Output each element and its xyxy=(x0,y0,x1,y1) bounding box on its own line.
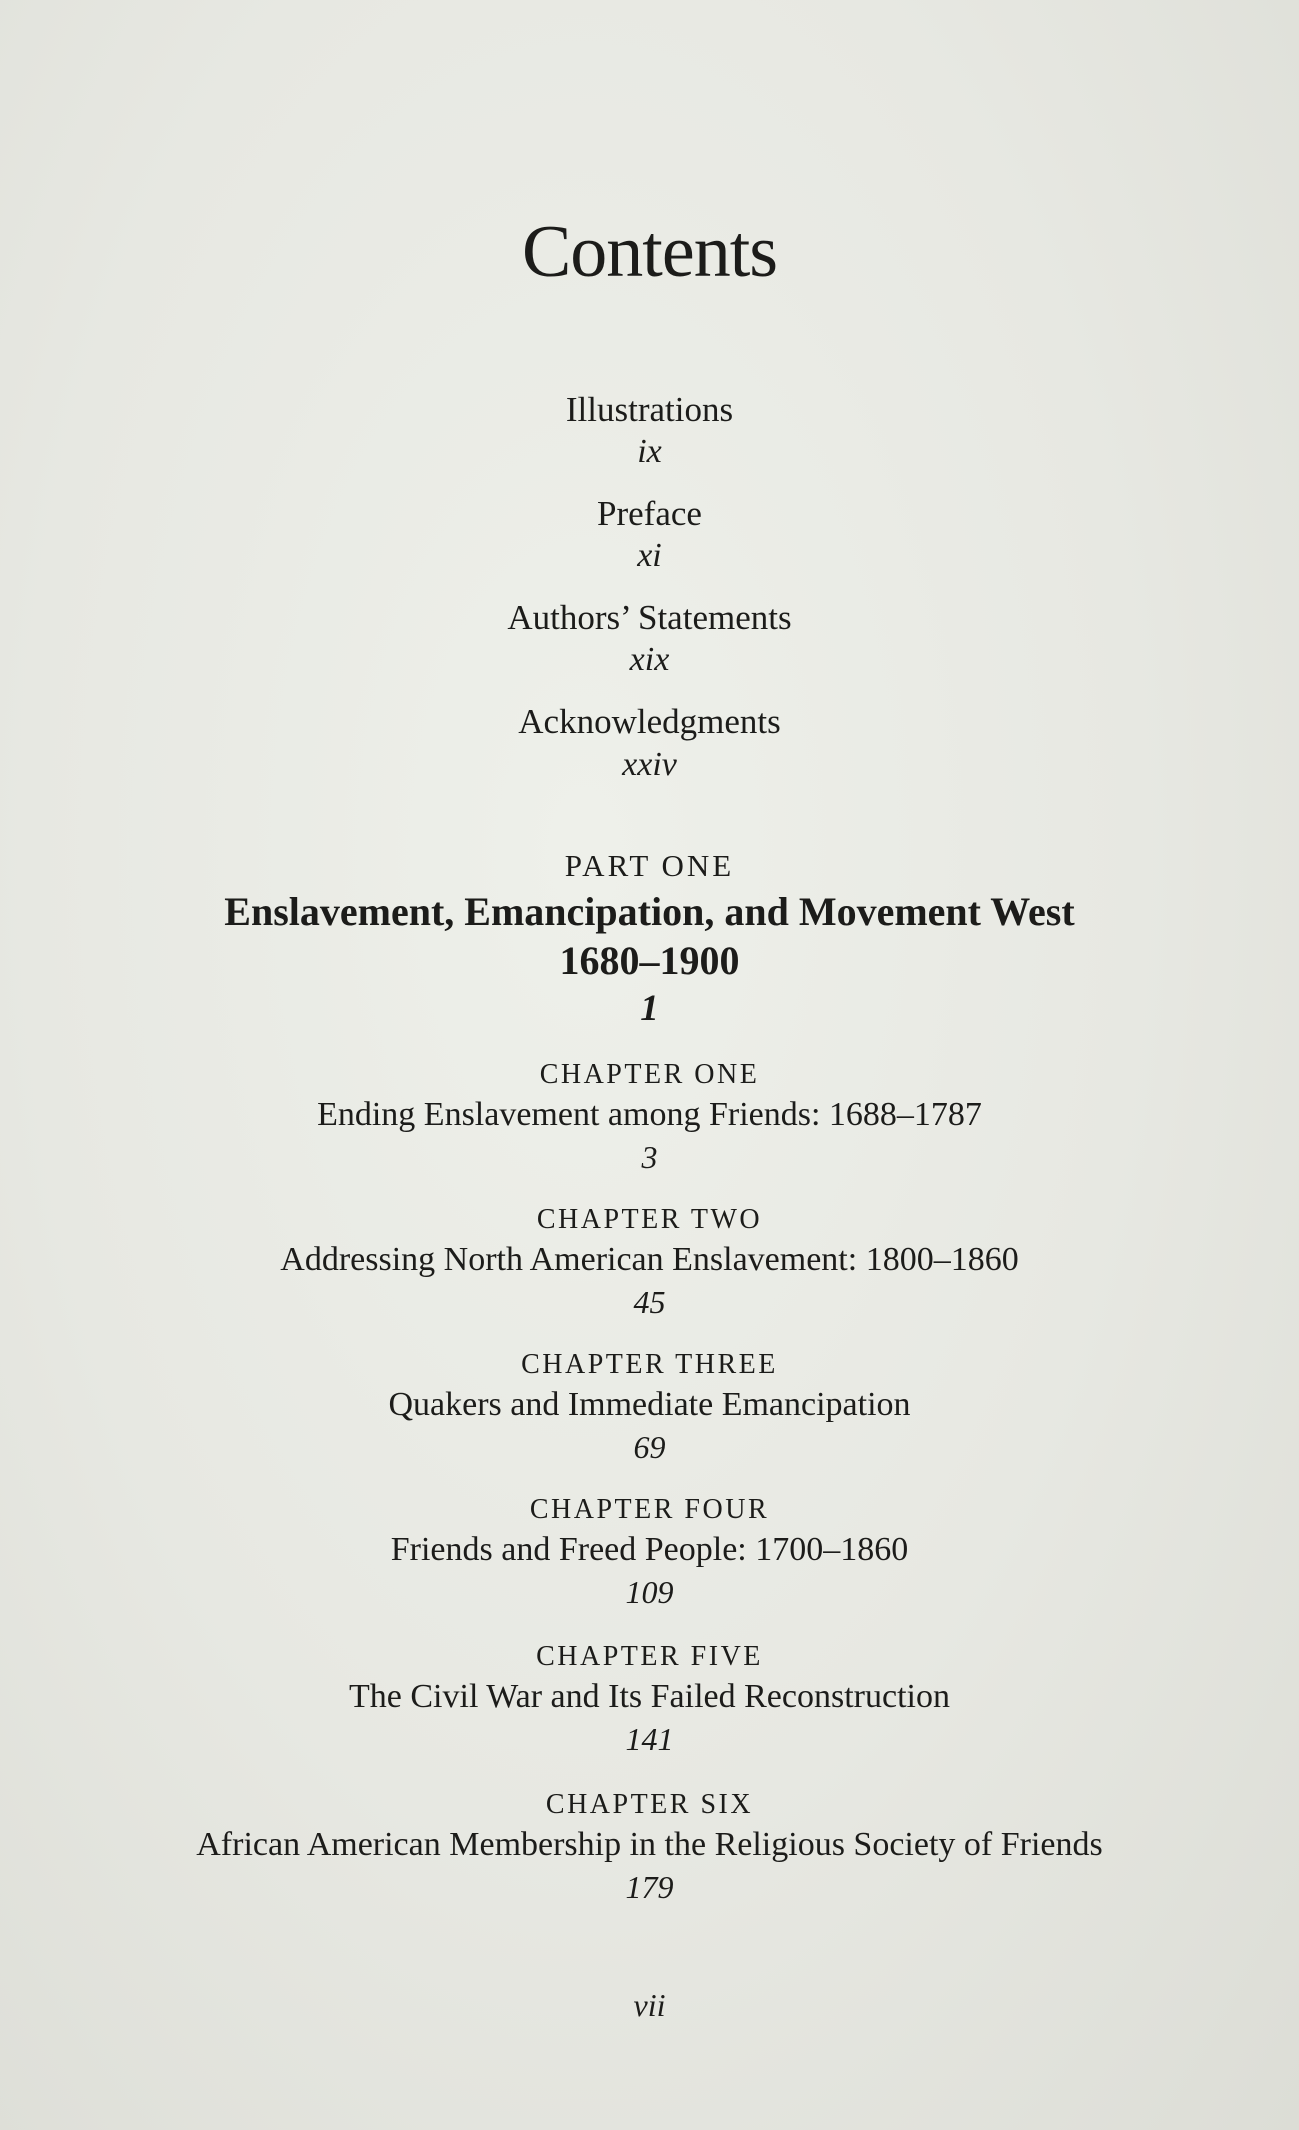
chapter-page: 3 xyxy=(641,1139,658,1175)
toc-page-illustrations: ix xyxy=(637,433,662,470)
chapter-label: CHAPTER TWO xyxy=(536,1204,763,1235)
toc-entry-preface[interactable]: Preface xyxy=(597,494,702,533)
chapter-title[interactable]: The Civil War and Its Failed Reconstruction xyxy=(349,1678,950,1715)
page-folio: vii xyxy=(633,1987,666,2023)
chapter-title[interactable]: Addressing North American Enslavement: 1800–1860 xyxy=(280,1241,1019,1278)
chapter-label: CHAPTER FOUR xyxy=(529,1494,770,1525)
chapter-label: CHAPTER SIX xyxy=(545,1789,754,1820)
toc-page-authors-statements: xix xyxy=(629,641,670,678)
part-title[interactable]: Enslavement, Emancipation, and Movement West xyxy=(224,889,1075,934)
chapter-title[interactable]: Quakers and Immediate Emancipation xyxy=(388,1386,911,1423)
chapter-label: CHAPTER ONE xyxy=(539,1059,760,1090)
chapter-page: 109 xyxy=(625,1574,674,1610)
chapter-page: 179 xyxy=(625,1869,674,1905)
page-title: Contents xyxy=(521,211,778,293)
toc-page-acknowledgments: xxiv xyxy=(622,746,677,783)
part-label: PART ONE xyxy=(564,848,735,883)
chapter-page: 69 xyxy=(633,1429,666,1465)
chapter-title[interactable]: Friends and Freed People: 1700–1860 xyxy=(390,1531,909,1568)
toc-page-preface: xi xyxy=(637,537,662,574)
part-page: 1 xyxy=(640,988,659,1029)
toc-entry-acknowledgments[interactable]: Acknowledgments xyxy=(518,702,781,741)
chapter-title[interactable]: African American Membership in the Religious Society of Friends xyxy=(196,1826,1103,1863)
chapter-label: CHAPTER THREE xyxy=(521,1349,778,1380)
chapter-label: CHAPTER FIVE xyxy=(536,1641,763,1672)
chapter-title[interactable]: Ending Enslavement among Friends: 1688–1787 xyxy=(317,1096,982,1133)
toc-entry-illustrations[interactable]: Illustrations xyxy=(565,390,734,429)
chapter-page: 45 xyxy=(633,1284,666,1320)
part-years: 1680–1900 xyxy=(559,938,740,983)
toc-entry-authors-statements[interactable]: Authors’ Statements xyxy=(507,598,792,637)
chapter-page: 141 xyxy=(625,1721,674,1757)
